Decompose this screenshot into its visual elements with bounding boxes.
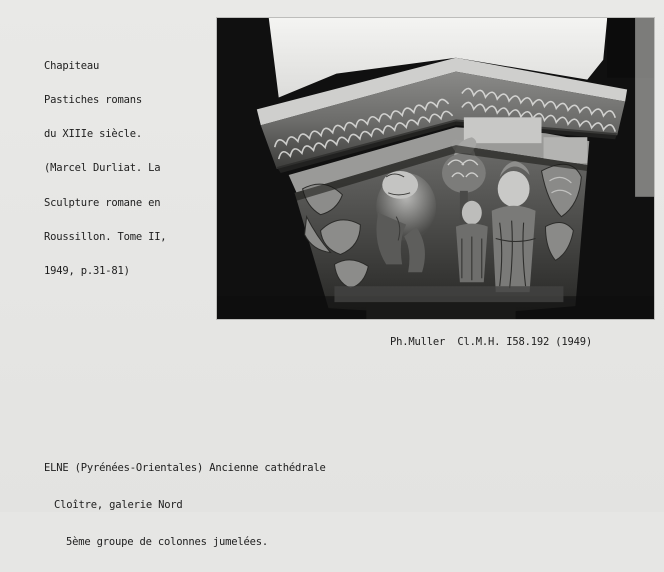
caption-line-4: (Marcel Durliat. La — [44, 162, 161, 175]
capital-sculpture-image — [217, 18, 654, 319]
location-line-2: Cloître, galerie Nord — [54, 499, 183, 512]
capital-photograph — [216, 17, 655, 320]
caption-line-2: Pastiches romans — [44, 94, 142, 107]
caption-line-6: Roussillon. Tome II, — [44, 230, 167, 243]
location-line-3: 5ème groupe de colonnes jumelées. — [66, 535, 269, 548]
caption-line-5: Sculpture romane en — [44, 196, 161, 209]
caption-line-1: Chapiteau — [44, 59, 100, 72]
caption-line-7: 1949, p.31-81) — [44, 265, 130, 278]
caption-line-3: du XIIIe siècle. — [44, 128, 142, 141]
location-line-1: ELNE (Pyrénées-Orientales) Ancienne cathédrale — [44, 462, 326, 475]
caption-block — [44, 38, 166, 300]
photo-credit: Ph.Muller Cl.M.H. I58.192 (1949) — [390, 336, 593, 348]
location-block — [44, 438, 326, 572]
